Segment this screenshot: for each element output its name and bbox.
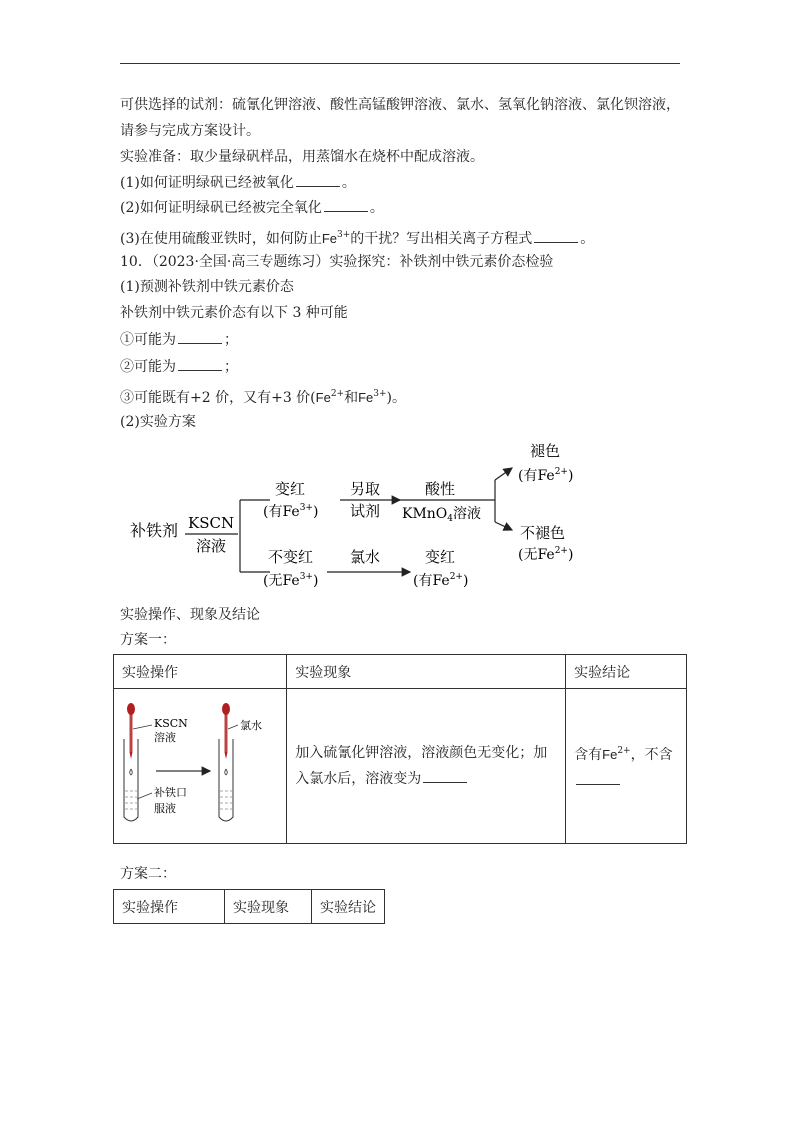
answer-blank[interactable] <box>178 329 222 344</box>
plan-2-label: 方案二： <box>120 866 176 882</box>
label-chlorine: 氯水 <box>240 719 262 732</box>
label-supplement-2: 服液 <box>154 802 176 815</box>
part-1-desc: 补铁剂中铁元素价态有以下 3 种可能 <box>120 305 348 321</box>
answer-blank[interactable] <box>576 770 620 785</box>
flow-kscn: KSCN <box>188 514 235 532</box>
plan-2-table <box>113 889 385 924</box>
option-2: ②可能为 ； <box>120 356 238 377</box>
header-rule <box>120 63 680 64</box>
plan-1-table <box>113 654 687 844</box>
table-header: 实验结论 <box>566 655 687 689</box>
flow-no-fe2: (无$Fe^{2+}$) <box>518 546 574 563</box>
question-1: (1)如何证明绿矾已经被氧化 。 <box>120 172 356 193</box>
flow-solution: 溶液 <box>196 537 227 555</box>
flow-has-fe2-b: (有$Fe^{2+}$) <box>413 572 469 589</box>
flow-has-fe2: (有$Fe^{2+}$) <box>518 467 574 484</box>
question-10: 10．（2023·全国·高三专题练习）实验探究：补铁剂中铁元素价态检验 <box>120 254 554 270</box>
flow-take: 另取 <box>350 480 381 498</box>
flow-diagram <box>120 438 600 598</box>
part-1-title: (1)预测补铁剂中铁元素价态 <box>120 279 294 295</box>
question-3: (3)在使用硫酸亚铁时，如何防止$Fe^{3+}$的干扰？写出相关离子方程式 。 <box>120 230 595 247</box>
reagents-line-1: 可供选择的试剂：硫氰化钾溶液、酸性高锰酸钾溶液、氯水、氢氧化钠溶液、氯化钡溶液， <box>120 97 680 113</box>
test-tube-illustration <box>114 689 284 839</box>
flow-red: 变红 <box>275 480 306 498</box>
answer-blank[interactable] <box>178 356 222 371</box>
flow-chlorine: 氯水 <box>350 548 381 566</box>
plan-1-label: 方案一： <box>120 632 176 648</box>
label-kscn: KSCN <box>154 717 188 730</box>
flow-has-fe3: (有$Fe^{3+}$) <box>263 503 319 520</box>
flow-start: 补铁剂 <box>130 521 179 540</box>
flow-not-red: 不变红 <box>268 548 314 566</box>
table-header: 实验结论 <box>312 890 385 924</box>
phenomenon-cell: 加入硫氰化钾溶液，溶液颜色无变化；加 入氯水后，溶液变为 <box>287 689 566 844</box>
part-2-title: (2)实验方案 <box>120 414 196 430</box>
option-3: ③可能既有+2 价，又有+3 价($Fe^{2+}$和$Fe^{3+}$)。 <box>120 389 407 406</box>
answer-blank[interactable] <box>324 197 368 212</box>
table-header: 实验现象 <box>225 890 312 924</box>
flow-fade: 褪色 <box>530 442 561 460</box>
flow-reagent: 试剂 <box>350 502 381 520</box>
conclusion-cell: 含有$Fe^{2+}$，不含 <box>566 689 687 844</box>
answer-blank[interactable] <box>423 768 467 783</box>
table-header: 实验操作 <box>114 655 287 689</box>
answer-blank[interactable] <box>296 172 340 187</box>
section-title: 实验操作、现象及结论 <box>120 607 260 623</box>
option-1: ①可能为 ； <box>120 329 238 350</box>
flow-acidic: 酸性 <box>425 480 456 498</box>
flow-kmno4: KMnO$_4$溶液 <box>402 506 482 524</box>
flow-no-fade: 不褪色 <box>520 524 566 542</box>
flow-no-fe3: (无$Fe^{3+}$) <box>263 572 319 589</box>
operation-cell <box>114 689 287 844</box>
table-header: 实验现象 <box>287 655 566 689</box>
question-2: (2)如何证明绿矾已经被完全氧化 。 <box>120 197 384 218</box>
flow-red-2: 变红 <box>425 548 456 566</box>
label-supplement-1: 补铁口 <box>154 786 187 799</box>
prep-line: 实验准备：取少量绿矾样品，用蒸馏水在烧杯中配成溶液。 <box>120 149 484 165</box>
answer-blank[interactable] <box>534 228 578 243</box>
label-solution: 溶液 <box>154 731 176 744</box>
reagents-line-2: 请参与完成方案设计。 <box>120 123 260 139</box>
table-header: 实验操作 <box>114 890 225 924</box>
